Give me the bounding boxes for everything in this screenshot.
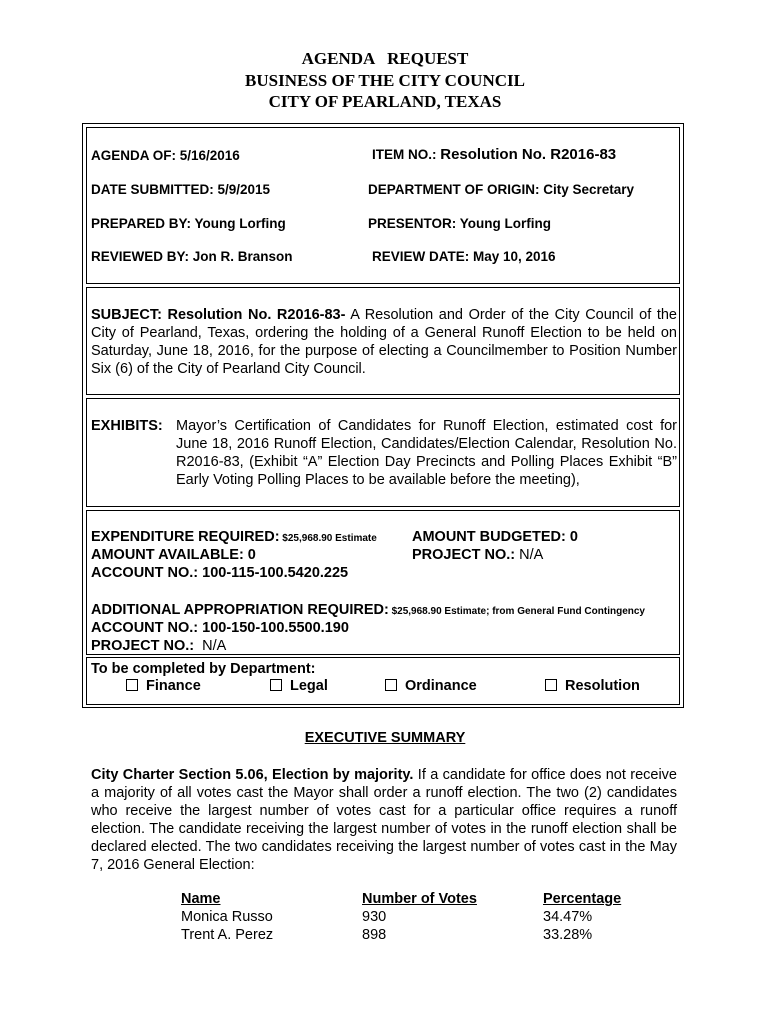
amount-available-text: AMOUNT AVAILABLE: 0 <box>91 547 256 563</box>
prepared-by: PREPARED BY: Young Lorfing <box>91 216 286 231</box>
account-no-2-text: ACCOUNT NO.: 100-150-100.5500.190 <box>91 620 349 636</box>
exhibits-text: Mayor’s Certification of Candidates for Runoff Election, estimated cost for June 18, 2016 Runoff Election, Candidates/Election Calendar, Resolution No. R2016-83, (Exhibit “A” Election Day Precincts and Polling Places Exhibit “B” Early Voting Polling Places to be available before the meeting), <box>176 418 677 488</box>
agenda-of: AGENDA OF: 5/16/2016 <box>91 148 240 163</box>
expenditure-label: EXPENDITURE REQUIRED: <box>91 529 280 545</box>
checkbox-resolution[interactable] <box>545 678 640 694</box>
header-title: AGENDA REQUEST <box>301 49 469 68</box>
project-no-value: N/A <box>515 547 544 563</box>
account-no-text: ACCOUNT NO.: 100-115-100.5420.225 <box>91 565 349 581</box>
exhibits-label: EXHIBITS: <box>91 418 163 434</box>
votes-row-count: 930 <box>362 909 387 925</box>
executive-summary-title: EXECUTIVE SUMMARY <box>304 730 466 746</box>
document-header <box>0 48 770 113</box>
checkbox-finance-label: Finance <box>146 678 201 694</box>
item-no <box>372 146 616 163</box>
votes-header-percentage: Percentage <box>543 891 622 907</box>
subject-text: A Resolution and Order of the City Council of the City of Pearland, Texas, ordering the holding of a General Runoff Election to be held on Saturday, June 18, 2016, for the purpose of electing a Councilmember to Position Number Six (6) of the City of Pearland City Council. <box>91 307 677 377</box>
amount-budgeted <box>412 528 578 547</box>
amount-available <box>91 546 256 565</box>
checkbox-icon[interactable] <box>270 679 282 691</box>
summary-lead: City Charter Section 5.06, Election by majority. <box>91 767 414 783</box>
header-subtitle: BUSINESS OF THE CITY COUNCIL <box>245 70 525 90</box>
votes-percentage-column <box>543 890 621 944</box>
project-no-2-value: N/A <box>194 638 227 654</box>
reviewed-by: REVIEWED BY: Jon R. Branson <box>91 249 293 264</box>
review-date: REVIEW DATE: May 10, 2016 <box>372 249 556 264</box>
checkbox-finance[interactable] <box>126 678 201 694</box>
project-no-label: PROJECT NO.: <box>412 547 516 563</box>
votes-row-percentage: 34.47% <box>543 909 593 925</box>
checkbox-legal-label: Legal <box>290 678 328 694</box>
checkbox-ordinance[interactable] <box>385 678 477 694</box>
checkbox-icon[interactable] <box>545 679 557 691</box>
votes-header-name: Name <box>181 891 221 907</box>
additional-value: $25,968.90 Estimate; from General Fund Contingency <box>388 606 645 617</box>
votes-name-column <box>181 890 273 944</box>
project-no-2 <box>91 637 226 656</box>
department-of-origin: DEPARTMENT OF ORIGIN: City Secretary <box>368 182 635 197</box>
votes-row-percentage: 33.28% <box>543 927 593 943</box>
votes-header-count: Number of Votes <box>362 891 477 907</box>
checkbox-ordinance-label: Ordinance <box>405 678 477 694</box>
project-no-2-label: PROJECT NO.: <box>91 638 195 654</box>
account-no <box>91 564 348 583</box>
presentor: PRESENTOR: Young Lorfing <box>368 216 551 231</box>
additional-label: ADDITIONAL APPROPRIATION REQUIRED: <box>91 602 389 618</box>
checkbox-resolution-label: Resolution <box>565 678 640 694</box>
project-no <box>412 546 543 565</box>
department-title <box>91 660 316 679</box>
executive-summary-paragraph <box>91 766 677 874</box>
department-title-text: To be completed by Department: <box>91 661 316 677</box>
checkbox-legal[interactable] <box>270 678 328 694</box>
votes-row-count: 898 <box>362 927 387 943</box>
account-no-2 <box>91 619 349 638</box>
votes-row-name: Monica Russo <box>181 909 273 925</box>
checkbox-icon[interactable] <box>126 679 138 691</box>
votes-count-column <box>362 890 477 944</box>
expenditure-value: $25,968.90 Estimate <box>279 533 377 544</box>
subject-label: SUBJECT: Resolution No. R2016-83- <box>91 307 346 323</box>
date-submitted: DATE SUBMITTED: 5/9/2015 <box>91 182 271 197</box>
header-city: CITY OF PEARLAND, TEXAS <box>268 92 502 111</box>
checkbox-icon[interactable] <box>385 679 397 691</box>
summary-text: If a candidate for office does not receive a majority of all votes cast the Mayor shall order a runoff election. The two (2) candidates who receive the largest number of votes cast for a particular office requires a runoff election. The candidate receiving the largest number of votes in the runoff election shall be declared elected. The two candidates receiving the largest number of votes cast in the May 7, 2016 General Election: <box>91 767 677 873</box>
item-no-value: Resolution No. R2016-83 <box>440 146 617 163</box>
votes-row-name: Trent A. Perez <box>181 927 274 943</box>
amount-budgeted-text: AMOUNT BUDGETED: 0 <box>412 529 578 545</box>
subject-paragraph <box>91 306 677 378</box>
item-no-label: ITEM NO.: <box>372 147 441 162</box>
